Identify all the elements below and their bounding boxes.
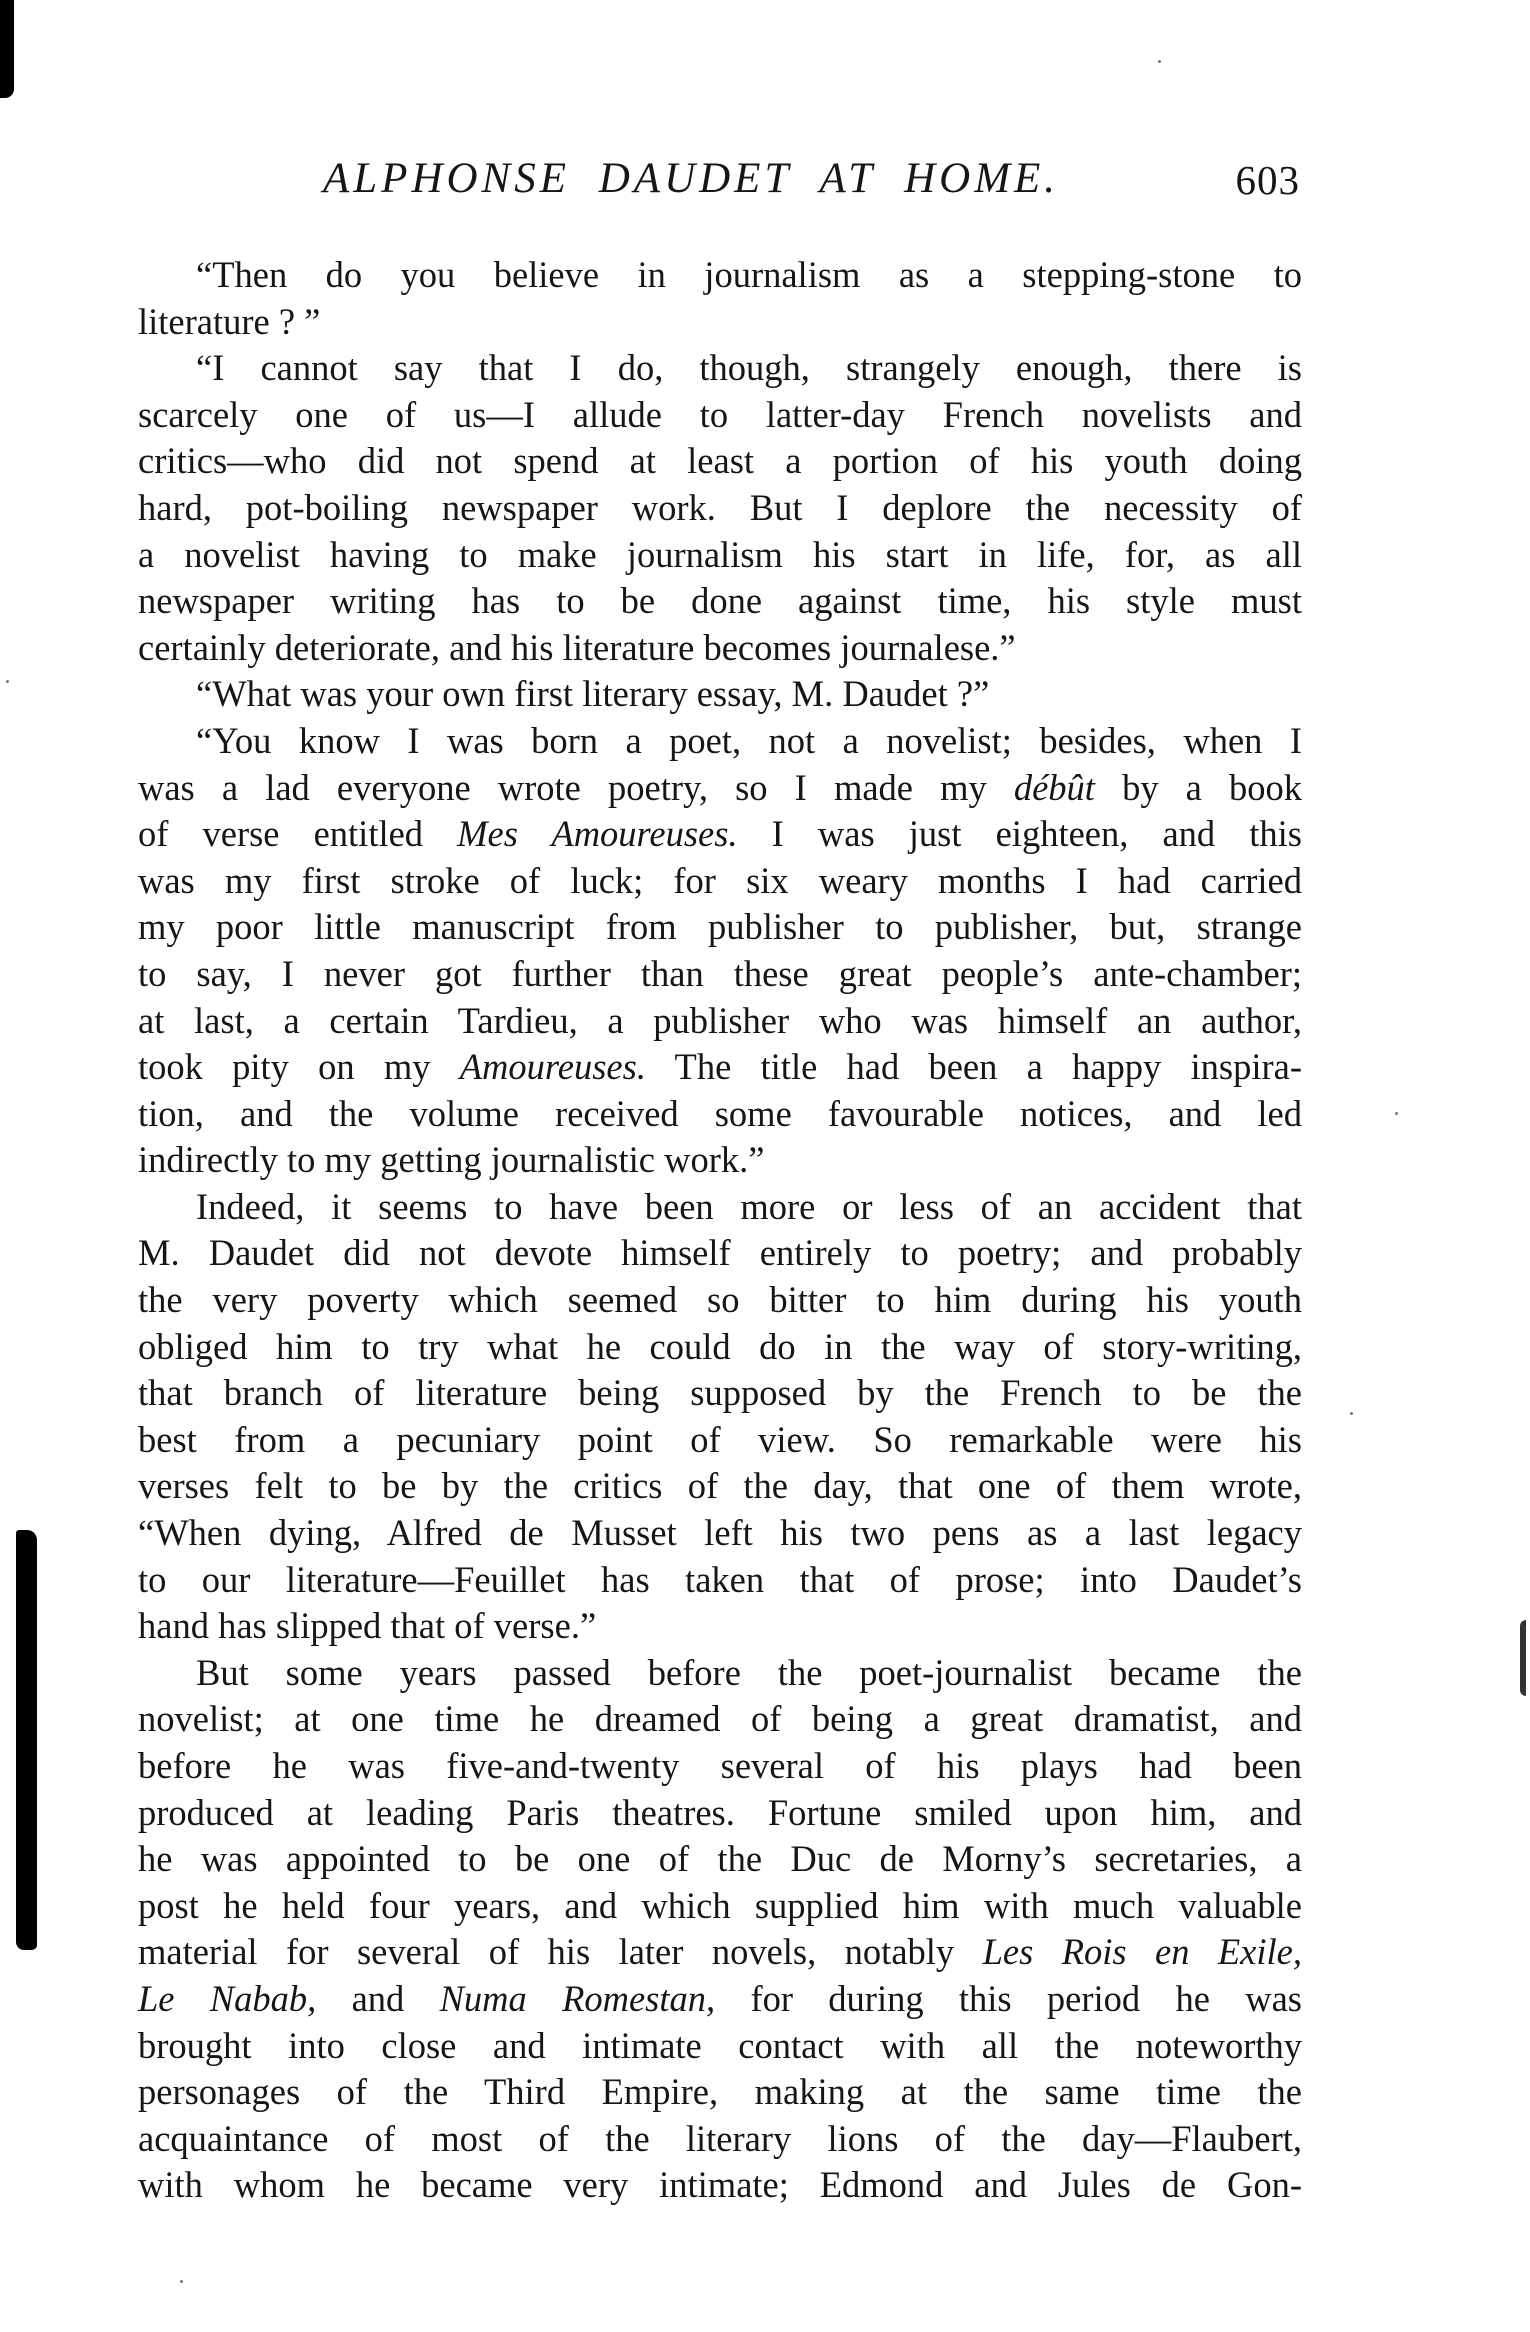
speck xyxy=(1350,1412,1353,1415)
binding-shadow xyxy=(16,1530,37,1950)
text-line: certainly deteriorate, and his literature becomes journalese.” xyxy=(138,626,1016,668)
text-line: obliged him to try what he could do in the way of story-writing, xyxy=(138,1325,1302,1367)
text-line: “What was your own first literary essay, M. Daudet ?” xyxy=(196,673,990,715)
body-text xyxy=(138,252,1302,2209)
text-line: of verse entitled Mes Amoureuses. I was just eighteen, and this xyxy=(138,813,1302,855)
speck xyxy=(6,680,9,683)
page-header xyxy=(138,150,1300,210)
text-line: hand has slipped that of verse.” xyxy=(138,1605,597,1647)
speck xyxy=(1395,1112,1398,1115)
text-line: Le Nabab, and Numa Romestan, for during this period he was xyxy=(138,1977,1302,2019)
text-line: “Then do you believe in journalism as a stepping-stone to xyxy=(196,254,1302,295)
text-line: he was appointed to be one of the Duc de Morny’s secretaries, a xyxy=(138,1838,1302,1880)
text-line: post he held four years, and which supplied him with much valuable xyxy=(138,1884,1302,1926)
text-line: before he was five-and-twenty several of his plays had been xyxy=(138,1745,1302,1786)
text-line: critics—who did not spend at least a portion of his youth doing xyxy=(138,440,1302,482)
text-line: took pity on my Amoureuses. The title had been a happy inspira- xyxy=(138,1046,1302,1088)
text-line: literature ? ” xyxy=(138,300,321,342)
text-line: “You know I was born a poet, not a novelist; besides, when I xyxy=(196,719,1302,761)
text-line: personages of the Third Empire, making at the same time the xyxy=(138,2071,1302,2113)
text-line: was a lad everyone wrote poetry, so I made my débût by a book xyxy=(138,766,1302,808)
text-line: novelist; at one time he dreamed of being a great dramatist, and xyxy=(138,1698,1302,1740)
text-line: best from a pecuniary point of view. So remarkable were his xyxy=(138,1418,1302,1460)
text-line: tion, and the volume received some favourable notices, and led xyxy=(138,1092,1302,1134)
text-line: material for several of his later novels, notably Les Rois en Exile, xyxy=(138,1931,1302,1973)
text-line: my poor little manuscript from publisher to publisher, but, strange xyxy=(138,906,1302,948)
text-line: “I cannot say that I do, though, strangely enough, there is xyxy=(196,347,1302,389)
text-line: produced at leading Paris theatres. Fortune smiled upon him, and xyxy=(138,1791,1302,1833)
text-line: to our literature—Feuillet has taken that of prose; into Daudet’s xyxy=(138,1558,1302,1600)
text-line: M. Daudet did not devote himself entirely to poetry; and probably xyxy=(138,1232,1302,1274)
text-line: with whom he became very intimate; Edmond and Jules de Gon- xyxy=(138,2164,1302,2206)
text-line: that branch of literature being supposed by the French to be the xyxy=(138,1372,1302,1414)
text-line: acquaintance of most of the literary lions of the day—Flaubert, xyxy=(138,2117,1302,2159)
text-line: But some years passed before the poet-journalist became the xyxy=(196,1651,1302,1693)
text-line: was my first stroke of luck; for six weary months I had carried xyxy=(138,859,1302,901)
speck xyxy=(180,2280,183,2283)
text-line: indirectly to my getting journalistic work.” xyxy=(138,1139,765,1181)
text-line: brought into close and intimate contact with all the noteworthy xyxy=(138,2024,1302,2066)
text-line: scarcely one of us—I allude to latter-day French novelists and xyxy=(138,393,1302,435)
text-line: newspaper writing has to be done against time, his style must xyxy=(138,580,1302,622)
text-line: Indeed, it seems to have been more or less of an accident that xyxy=(196,1185,1302,1227)
text-line: at last, a certain Tardieu, a publisher who was himself an author, xyxy=(138,999,1302,1041)
page-number: 603 xyxy=(1235,157,1300,203)
scan-edge-bracket xyxy=(1520,1620,1526,1696)
text-line: the very poverty which seemed so bitter to him during his youth xyxy=(138,1279,1302,1321)
speck xyxy=(1158,60,1161,63)
text-line: hard, pot-boiling newspaper work. But I deplore the necessity of xyxy=(138,486,1302,528)
text-line: verses felt to be by the critics of the day, that one of them wrote, xyxy=(138,1465,1302,1507)
text-line: to say, I never got further than these great people’s ante-chamber; xyxy=(138,952,1302,994)
text-line: “When dying, Alfred de Musset left his two pens as a last legacy xyxy=(138,1512,1302,1554)
scan-edge-mark xyxy=(0,0,14,98)
running-head: ALPHONSE DAUDET AT HOME. xyxy=(323,155,1060,202)
text-line: a novelist having to make journalism his start in life, for, as all xyxy=(138,533,1302,575)
